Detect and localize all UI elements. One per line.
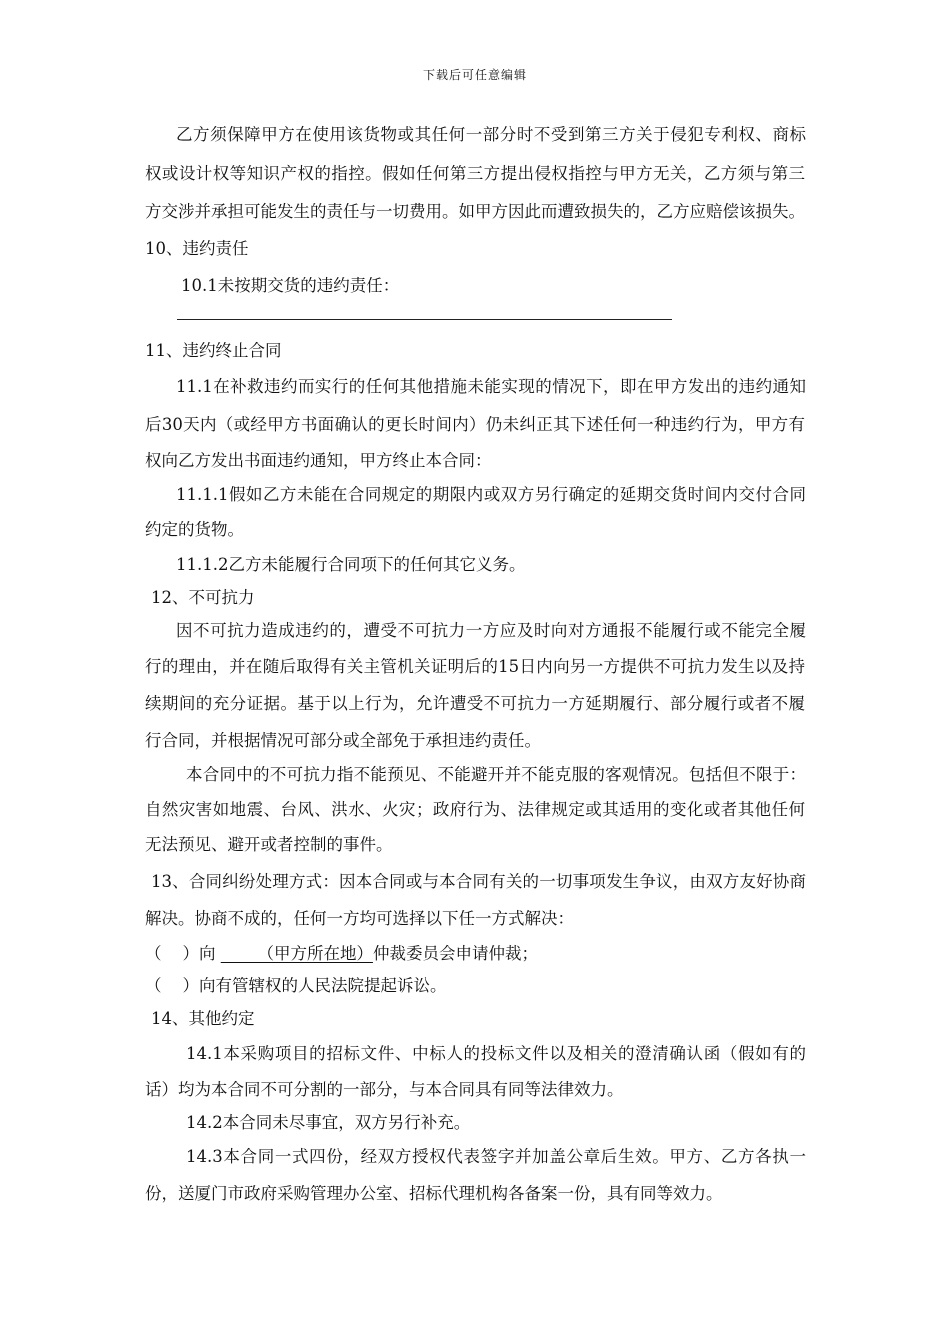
option-text: 仲裁委员会申请仲裁； bbox=[372, 944, 538, 963]
section-heading: 11、违约终止合同 bbox=[145, 341, 282, 360]
section-heading: 13、合同纠纷处理方式：因本合同或与本合同有关的一切事项发生争议，由双方友好协商 bbox=[151, 872, 806, 891]
paragraph-line: 后30天内（或经甲方书面确认的更长时间内）仍未纠正其下述任何一种违约行为，甲方有 bbox=[145, 415, 805, 434]
arbitration-location-blank: （甲方所在地） bbox=[220, 944, 373, 963]
paragraph-line: 话）均为本合同不可分割的一部分，与本合同具有同等法律效力。 bbox=[145, 1080, 624, 1099]
paragraph-line: 行的理由，并在随后取得有关主管机关证明后的15日内向另一方提供不可抗力发生以及持 bbox=[145, 657, 805, 676]
paragraph-line: 11.1在补救违约而实行的任何其他措施未能实现的情况下，即在甲方发出的违约通知 bbox=[176, 377, 806, 396]
paragraph-line: 因不可抗力造成违约的，遭受不可抗力一方应及时向对方通报不能履行或不能完全履 bbox=[176, 621, 806, 640]
section-heading: 14、其他约定 bbox=[151, 1009, 255, 1028]
litigation-option: （ ）向有管辖权的人民法院提起诉讼。 bbox=[145, 976, 447, 995]
paragraph-line: 14.1本采购项目的招标文件、中标人的投标文件以及相关的澄清确认函（假如有的 bbox=[186, 1044, 806, 1063]
page-header: 下载后可任意编辑 bbox=[422, 68, 527, 82]
paragraph-line: 行合同，并根据情况可部分或全部免于承担违约责任。 bbox=[145, 731, 541, 750]
paragraph-line: 无法预见、避开或者控制的事件。 bbox=[145, 835, 393, 854]
paragraph-line: 乙方须保障甲方在使用该货物或其任何一部分时不受到第三方关于侵犯专利权、商标 bbox=[176, 125, 806, 144]
paragraph-line: 续期间的充分证据。基于以上行为，允许遭受不可抗力一方延期履行、部分履行或者不履 bbox=[145, 694, 805, 713]
paragraph-line: 方交涉并承担可能发生的责任与一切费用。如甲方因此而遭致损失的，乙方应赔偿该损失。 bbox=[145, 202, 805, 221]
paragraph-line: 10.1未按期交货的违约责任： bbox=[181, 276, 400, 295]
blank-fill-line bbox=[177, 319, 672, 320]
paragraph-line: 11.1.2乙方未能履行合同项下的任何其它义务。 bbox=[176, 555, 526, 574]
paragraph-line: 权向乙方发出书面违约通知，甲方终止本合同： bbox=[145, 451, 492, 470]
paragraph-line: 份，送厦门市政府采购管理办公室、招标代理机构各备案一份，具有同等效力。 bbox=[145, 1184, 723, 1203]
section-heading: 12、不可抗力 bbox=[151, 588, 255, 607]
paragraph-line: 权或设计权等知识产权的指控。假如任何第三方提出侵权指控与甲方无关，乙方须与第三 bbox=[145, 164, 805, 183]
paragraph-line: 本合同中的不可抗力指不能预见、不能避开并不能克服的客观情况。包括但不限于： bbox=[186, 765, 806, 784]
option-bracket: （ ）向 bbox=[145, 944, 221, 963]
paragraph-line: 11.1.1假如乙方未能在合同规定的期限内或双方另行确定的延期交货时间内交付合同 bbox=[176, 485, 806, 504]
section-heading: 10、违约责任 bbox=[145, 239, 249, 258]
paragraph-line: 自然灾害如地震、台风、洪水、火灾；政府行为、法律规定或其适用的变化或者其他任何 bbox=[145, 800, 805, 819]
paragraph-line: 14.2本合同未尽事宜，双方另行补充。 bbox=[186, 1113, 471, 1132]
arbitration-option bbox=[145, 940, 538, 964]
paragraph-line: 解决。协商不成的，任何一方均可选择以下任一方式解决： bbox=[145, 909, 574, 928]
paragraph-line: 14.3本合同一式四份，经双方授权代表签字并加盖公章后生效。甲方、乙方各执一 bbox=[186, 1147, 806, 1166]
paragraph-line: 约定的货物。 bbox=[145, 520, 244, 539]
